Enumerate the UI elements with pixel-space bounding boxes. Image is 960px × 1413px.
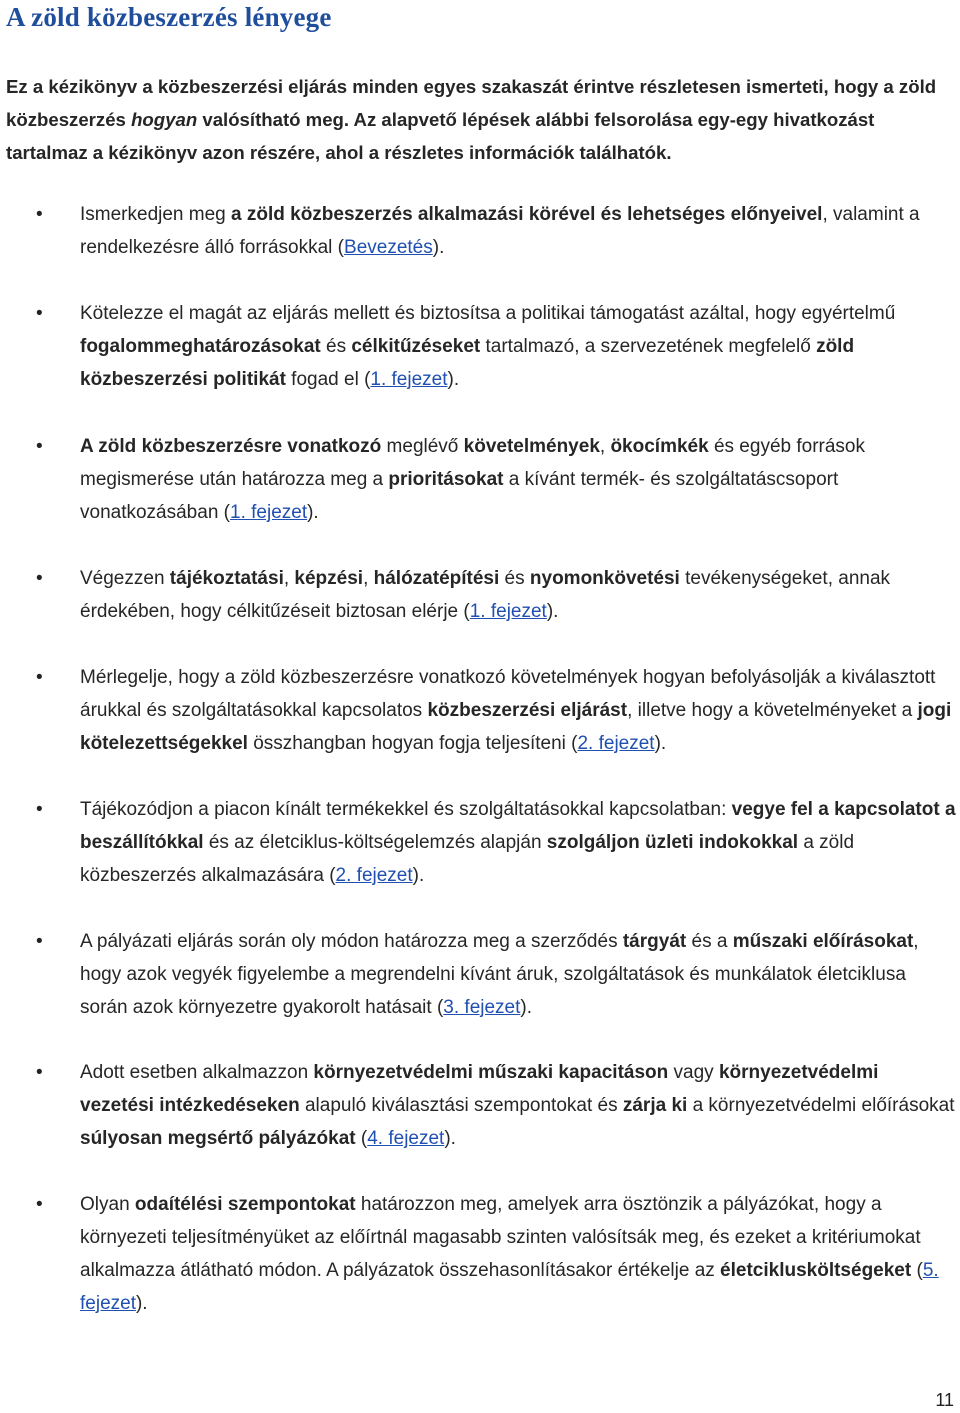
bullet-icon: • [36, 931, 43, 952]
chapter-link[interactable]: 2. fejezet [577, 733, 655, 754]
bullet-icon: • [36, 1062, 43, 1083]
chapter-link[interactable]: 1. fejezet [370, 369, 448, 390]
chapter-link[interactable]: Bevezetés [344, 237, 433, 258]
bullet-icon: • [36, 1194, 43, 1215]
page-number: 11 [935, 1390, 954, 1410]
chapter-link[interactable]: 2. fejezet [335, 865, 413, 886]
chapter-link[interactable]: 3. fejezet [443, 997, 521, 1018]
intro-paragraph: Ez a kézikönyv a közbeszerzési eljárás minden egyes szakaszát érintve részletesen ismerteti, hogy a zöld közbeszerzés hogyan valósítható meg. Az alapvető lépések alábbi felsorolása egy-egy hivatkozást tartalmaz a kézikönyv azon részére, ahol a részletes információk találhatók. [6, 76, 937, 163]
chapter-link[interactable]: 1. fejezet [469, 601, 547, 622]
bullet-icon: • [36, 568, 43, 589]
intro-emphasis: hogyan [131, 109, 198, 130]
bullet-icon: • [36, 303, 43, 324]
bullet-icon: • [36, 667, 43, 688]
page-title: A zöld közbeszerzés lényege [6, 2, 332, 32]
chapter-link[interactable]: 5. fejezet [80, 1260, 939, 1314]
bullet-icon: • [36, 204, 43, 225]
chapter-link[interactable]: 1. fejezet [230, 502, 308, 523]
bullet-icon: • [36, 436, 43, 457]
bullet-icon: • [36, 799, 43, 820]
chapter-link[interactable]: 4. fejezet [367, 1128, 445, 1149]
